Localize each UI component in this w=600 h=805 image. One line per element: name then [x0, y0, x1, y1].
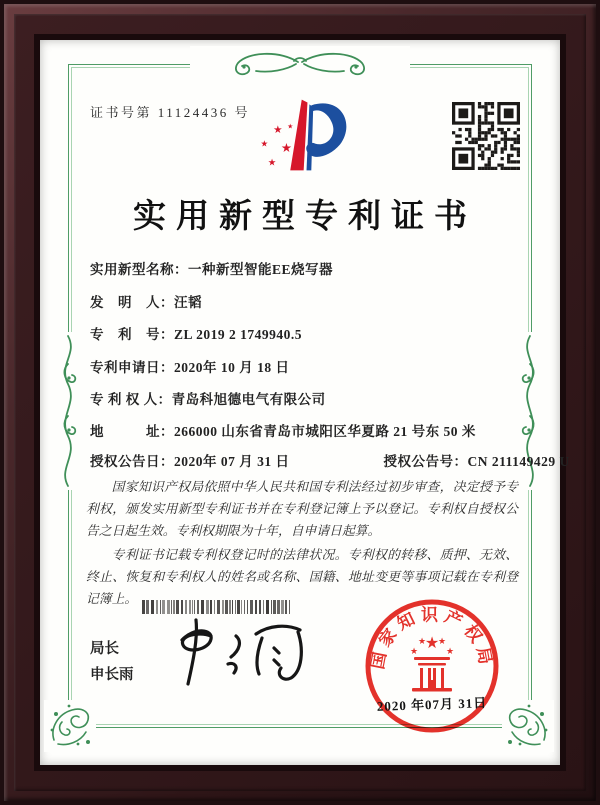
- field-label: 专 利 权 人：: [90, 392, 172, 407]
- field-label: 专利申请日：: [90, 360, 174, 375]
- qr-code: [452, 102, 520, 175]
- certificate-title: 实用新型专利证书: [133, 199, 477, 235]
- field-row: [90, 291, 202, 311]
- signer-title: 局长: [90, 641, 119, 657]
- field-value: 青岛科旭德电气有限公司: [171, 392, 326, 407]
- field-label: 授权公告日：: [90, 454, 174, 469]
- field-row: [90, 258, 333, 278]
- field-row: [90, 323, 302, 343]
- legal-text: [86, 476, 518, 612]
- svg-text:★: ★: [445, 647, 455, 657]
- svg-text:★: ★: [287, 122, 294, 131]
- seal-date: 2020 年07月 31日: [376, 695, 488, 714]
- top-flourish-ornament: [190, 46, 410, 82]
- svg-text:★: ★: [437, 637, 447, 647]
- svg-text:★: ★: [424, 633, 440, 652]
- field-label: 授权公告号：: [383, 454, 468, 469]
- seal-ring-text: 国家知识产权局: [368, 605, 496, 671]
- svg-text:★: ★: [267, 157, 277, 169]
- bottom-left-corner-ornament: [44, 700, 96, 752]
- field-row: [90, 356, 290, 376]
- field-value: 2020年 07 月 31 日: [174, 454, 290, 469]
- svg-text:★: ★: [409, 647, 419, 657]
- signer-block: [90, 636, 134, 688]
- field-label: 发 明 人：: [90, 295, 174, 310]
- field-label: 地 址：: [90, 424, 174, 439]
- bottom-right-corner-ornament: [502, 700, 554, 752]
- svg-text:★: ★: [273, 124, 283, 137]
- left-flourish-ornament: [54, 332, 82, 490]
- field-value: ZL 2019 2 1749940.5: [174, 327, 303, 342]
- official-seal: [362, 596, 502, 736]
- svg-text:★: ★: [260, 139, 269, 150]
- svg-text:★: ★: [417, 637, 427, 647]
- field-row: [90, 388, 326, 408]
- field-value: 266000 山东省青岛市城阳区华夏路 21 号东 50 米: [174, 424, 476, 439]
- certificate-paper: [40, 40, 570, 765]
- national-emblem-icon: [410, 633, 454, 657]
- field-row: [90, 420, 476, 440]
- signer-name: 申长雨: [90, 667, 134, 683]
- director-signature: [158, 612, 328, 702]
- field-value: 一种新型智能EE烧写器: [188, 262, 334, 277]
- field-value: 汪韬: [174, 295, 202, 310]
- paragraph: 专利证书记载专利权登记时的法律状况。专利权的转移、质押、无效、终止、恢复和专利权人的姓名或名称、国籍、地址变更等事项记载在专利登记簿上。: [86, 548, 518, 606]
- field-value: CN 211149429 U: [467, 454, 570, 469]
- paragraph: 国家知识产权局依照中华人民共和国专利法经过初步审查，决定授予专利权，颁发实用新型专利证书并在专利登记簿上予以登记。专利权自授权公告之日起生效。专利权期限为十年，自申请日起算。: [86, 480, 518, 538]
- cnipa-logo-icon: [252, 92, 362, 182]
- field-label: 实用新型名称：: [90, 262, 188, 277]
- certificate-number: 证书号第 11124436 号: [90, 105, 251, 120]
- field-row: [90, 450, 570, 470]
- svg-text:★: ★: [280, 140, 293, 156]
- field-value: 2020年 10 月 18 日: [174, 360, 290, 375]
- field-label: 专 利 号：: [90, 327, 174, 342]
